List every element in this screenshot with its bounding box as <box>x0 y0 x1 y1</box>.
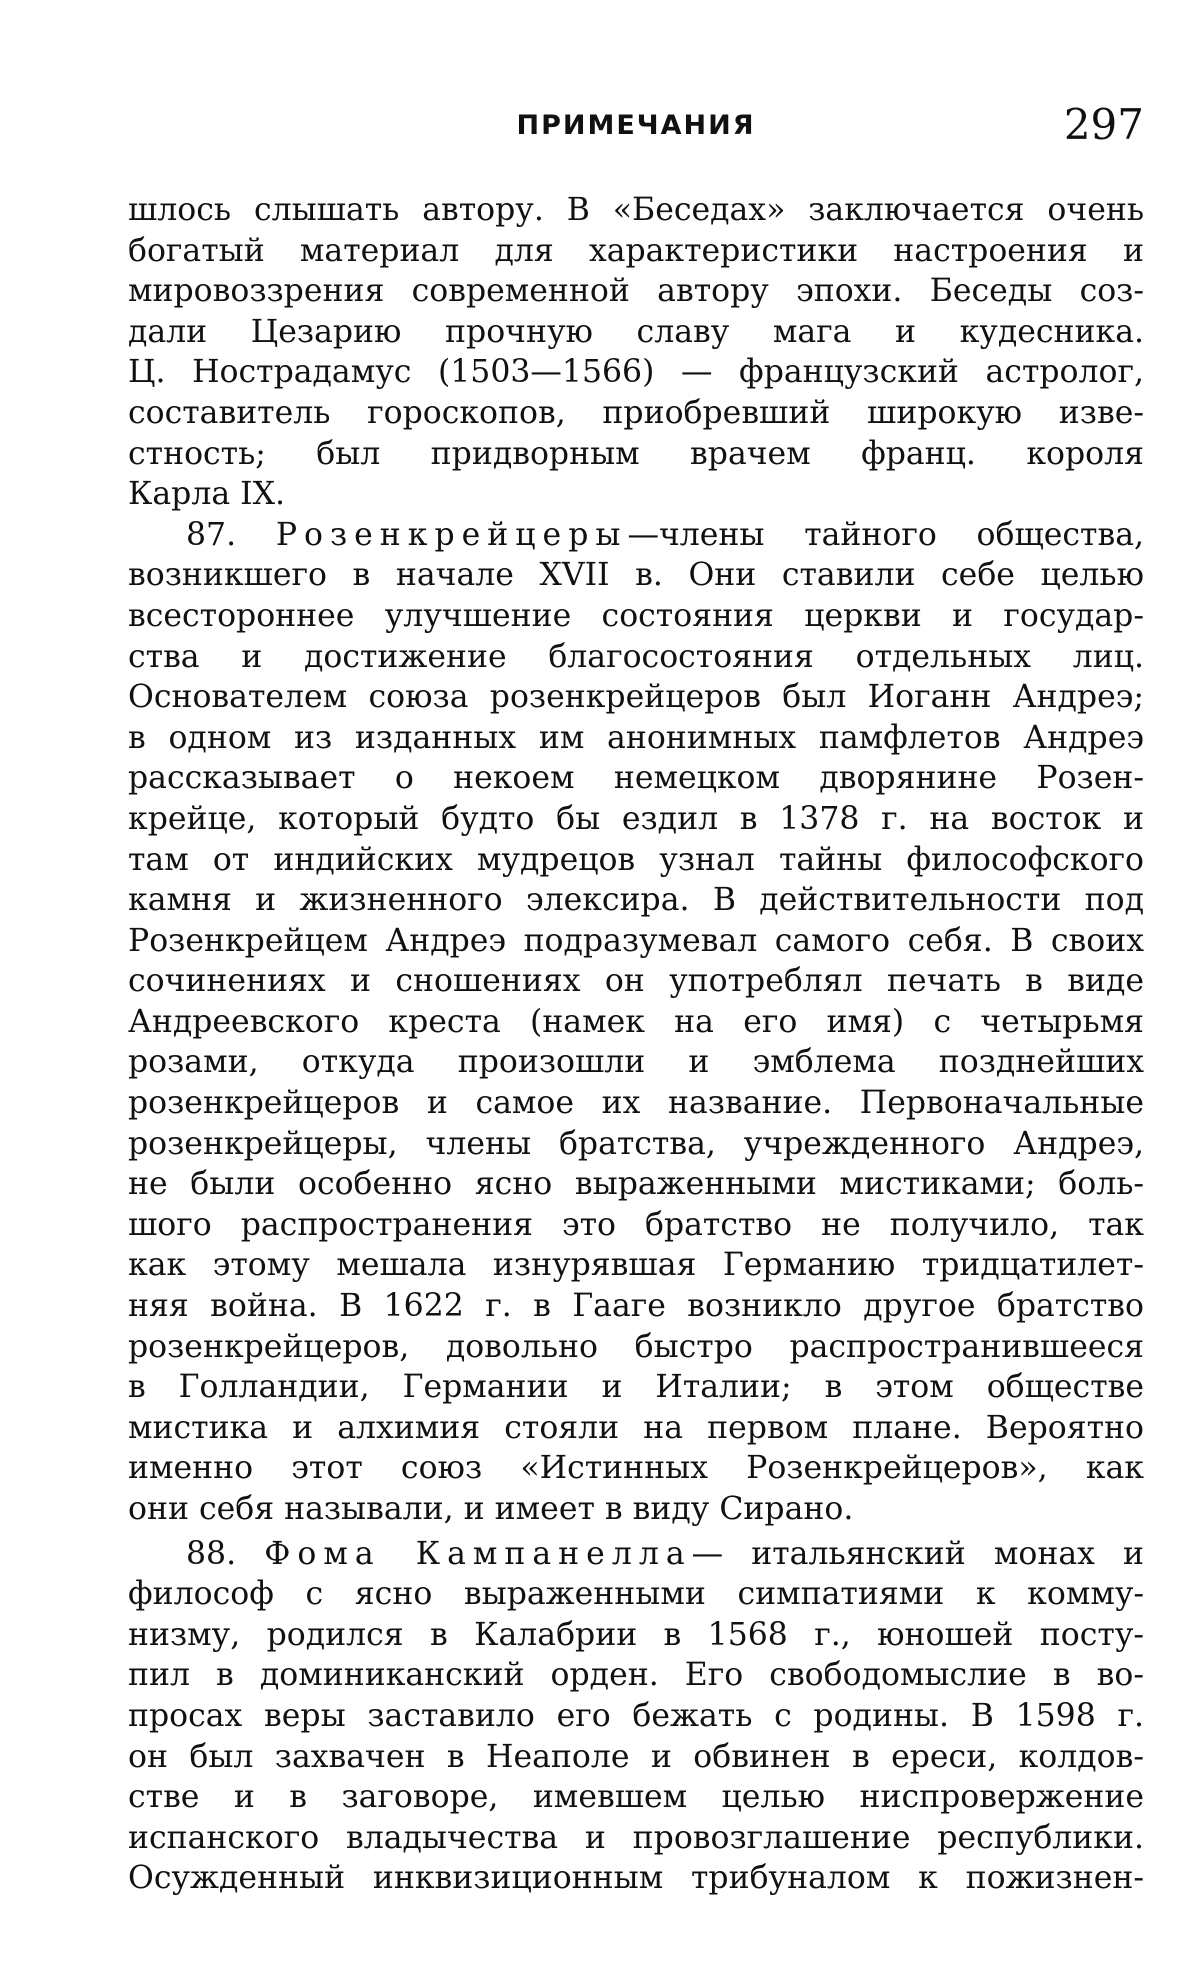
text-line: Осужденный инквизиционным трибуналом к пожизнен- <box>128 1860 1144 1897</box>
text-line: в одном из изданных им анонимных памфлетов Андреэ <box>128 719 1144 756</box>
note-term: Розенкрейцеры <box>275 516 628 553</box>
text-line: именно этот союз «Истинных Розенкрейцеров», как <box>128 1450 1144 1487</box>
text-line: крейце, который будто бы ездил в 1378 г. на восток и <box>128 800 1144 837</box>
page-number: 297 <box>1063 100 1144 149</box>
text-line: пил в доминиканский орден. Его свободомыслие в во- <box>128 1657 1144 1694</box>
text-line: всестороннее улучшение состояния церкви и государ- <box>128 597 1144 634</box>
text-line: низму, родился в Калабрии в 1568 г., юношей посту- <box>128 1616 1144 1653</box>
text-line: камня и жизненного элексира. В действительности под <box>128 882 1144 919</box>
text-line: не были особенно ясно выраженными мистиками; боль- <box>128 1166 1144 1203</box>
text-line: Розенкрейцем Андреэ подразумевал самого себя. В своих <box>128 922 1144 959</box>
text-line: Основателем союза розенкрейцеров был Иоганн Андреэ; <box>128 679 1144 716</box>
text-line: шого распространения это братство не получило, так <box>128 1206 1144 1243</box>
text-line: няя война. В 1622 г. в Гааге возникло другое братство <box>128 1288 1144 1325</box>
note-term: Фома Кампанелла <box>264 1535 692 1572</box>
running-title: ПРИМЕЧАНИЯ <box>516 110 756 141</box>
text-line: сочинениях и сношениях он употреблял печать в виде <box>128 963 1144 1000</box>
text-line: розенкрейцеров и самое их название. Первоначальные <box>128 1085 1144 1122</box>
note-continuation <box>128 190 1144 515</box>
text-line: дали Цезарию прочную славу мага и кудесника. <box>128 313 1144 350</box>
note-first-line <box>128 1534 1144 1575</box>
note-87 <box>128 515 1144 1530</box>
note-first-line-rest: — итальянский монах и <box>691 1535 1145 1572</box>
text-line: философ с ясно выраженными симпатиями к комму- <box>128 1576 1144 1613</box>
text-line: стве и в заговоре, имевшем целью ниспровержение <box>128 1779 1144 1816</box>
text-line: просах веры заставило его бежать с родины. В 1598 г. <box>128 1697 1144 1734</box>
text-line: шлось слышать автору. В «Беседах» заключается очень <box>128 192 1144 228</box>
text-line: составитель гороскопов, приобревший широкую изве- <box>128 394 1144 431</box>
text-line: Андреевского креста (намек на его имя) с четырьмя <box>128 1003 1144 1040</box>
text-line: как этому мешала изнурявшая Германию тридцатилет- <box>128 1247 1144 1284</box>
text-line: в Голландии, Германии и Италии; в этом обществе <box>128 1369 1144 1406</box>
text-line: мировоззрения современной автору эпохи. Беседы соз- <box>128 273 1144 310</box>
text-line: розами, откуда произошли и эмблема позднейших <box>128 1044 1144 1081</box>
text-line: там от индийских мудрецов узнал тайны философского <box>128 841 1144 878</box>
text-line: он был захвачен в Неаполе и обвинен в ереси, колдов- <box>128 1738 1144 1775</box>
note-88 <box>128 1534 1144 1899</box>
text-line: богатый материал для характеристики настроения и <box>128 232 1144 269</box>
text-line: розенкрейцеры, члены братства, учрежденного Андреэ, <box>128 1125 1144 1162</box>
text-line: испанского владычества и провозглашение республики. <box>128 1819 1144 1856</box>
text-line: рассказывает о некоем немецком дворянине Розен- <box>128 760 1144 797</box>
note-number: 88. <box>186 1535 237 1572</box>
text-line: Ц. Нострадамус (1503—1566) — французский астролог, <box>128 354 1144 391</box>
text-line: стность; был придворным врачем франц. короля <box>128 435 1144 472</box>
notes-text <box>128 190 1144 1899</box>
page-header <box>128 100 1144 160</box>
text-line: мистика и алхимия стояли на первом плане. Вероятно <box>128 1409 1144 1446</box>
text-line: ства и достижение благосостояния отдельных лиц. <box>128 638 1144 675</box>
note-number: 87. <box>186 516 237 553</box>
text-line: Карла IX. <box>128 476 286 513</box>
text-line: возникшего в начале XVII в. Они ставили себе целью <box>128 557 1144 594</box>
note-first-line <box>128 515 1144 556</box>
note-first-line-rest: —члены тайного общества, <box>627 516 1144 553</box>
text-line: они себя называли, и имеет в виду Сирано. <box>128 1491 854 1527</box>
text-line: розенкрейцеров, довольно быстро распространившееся <box>128 1328 1144 1365</box>
